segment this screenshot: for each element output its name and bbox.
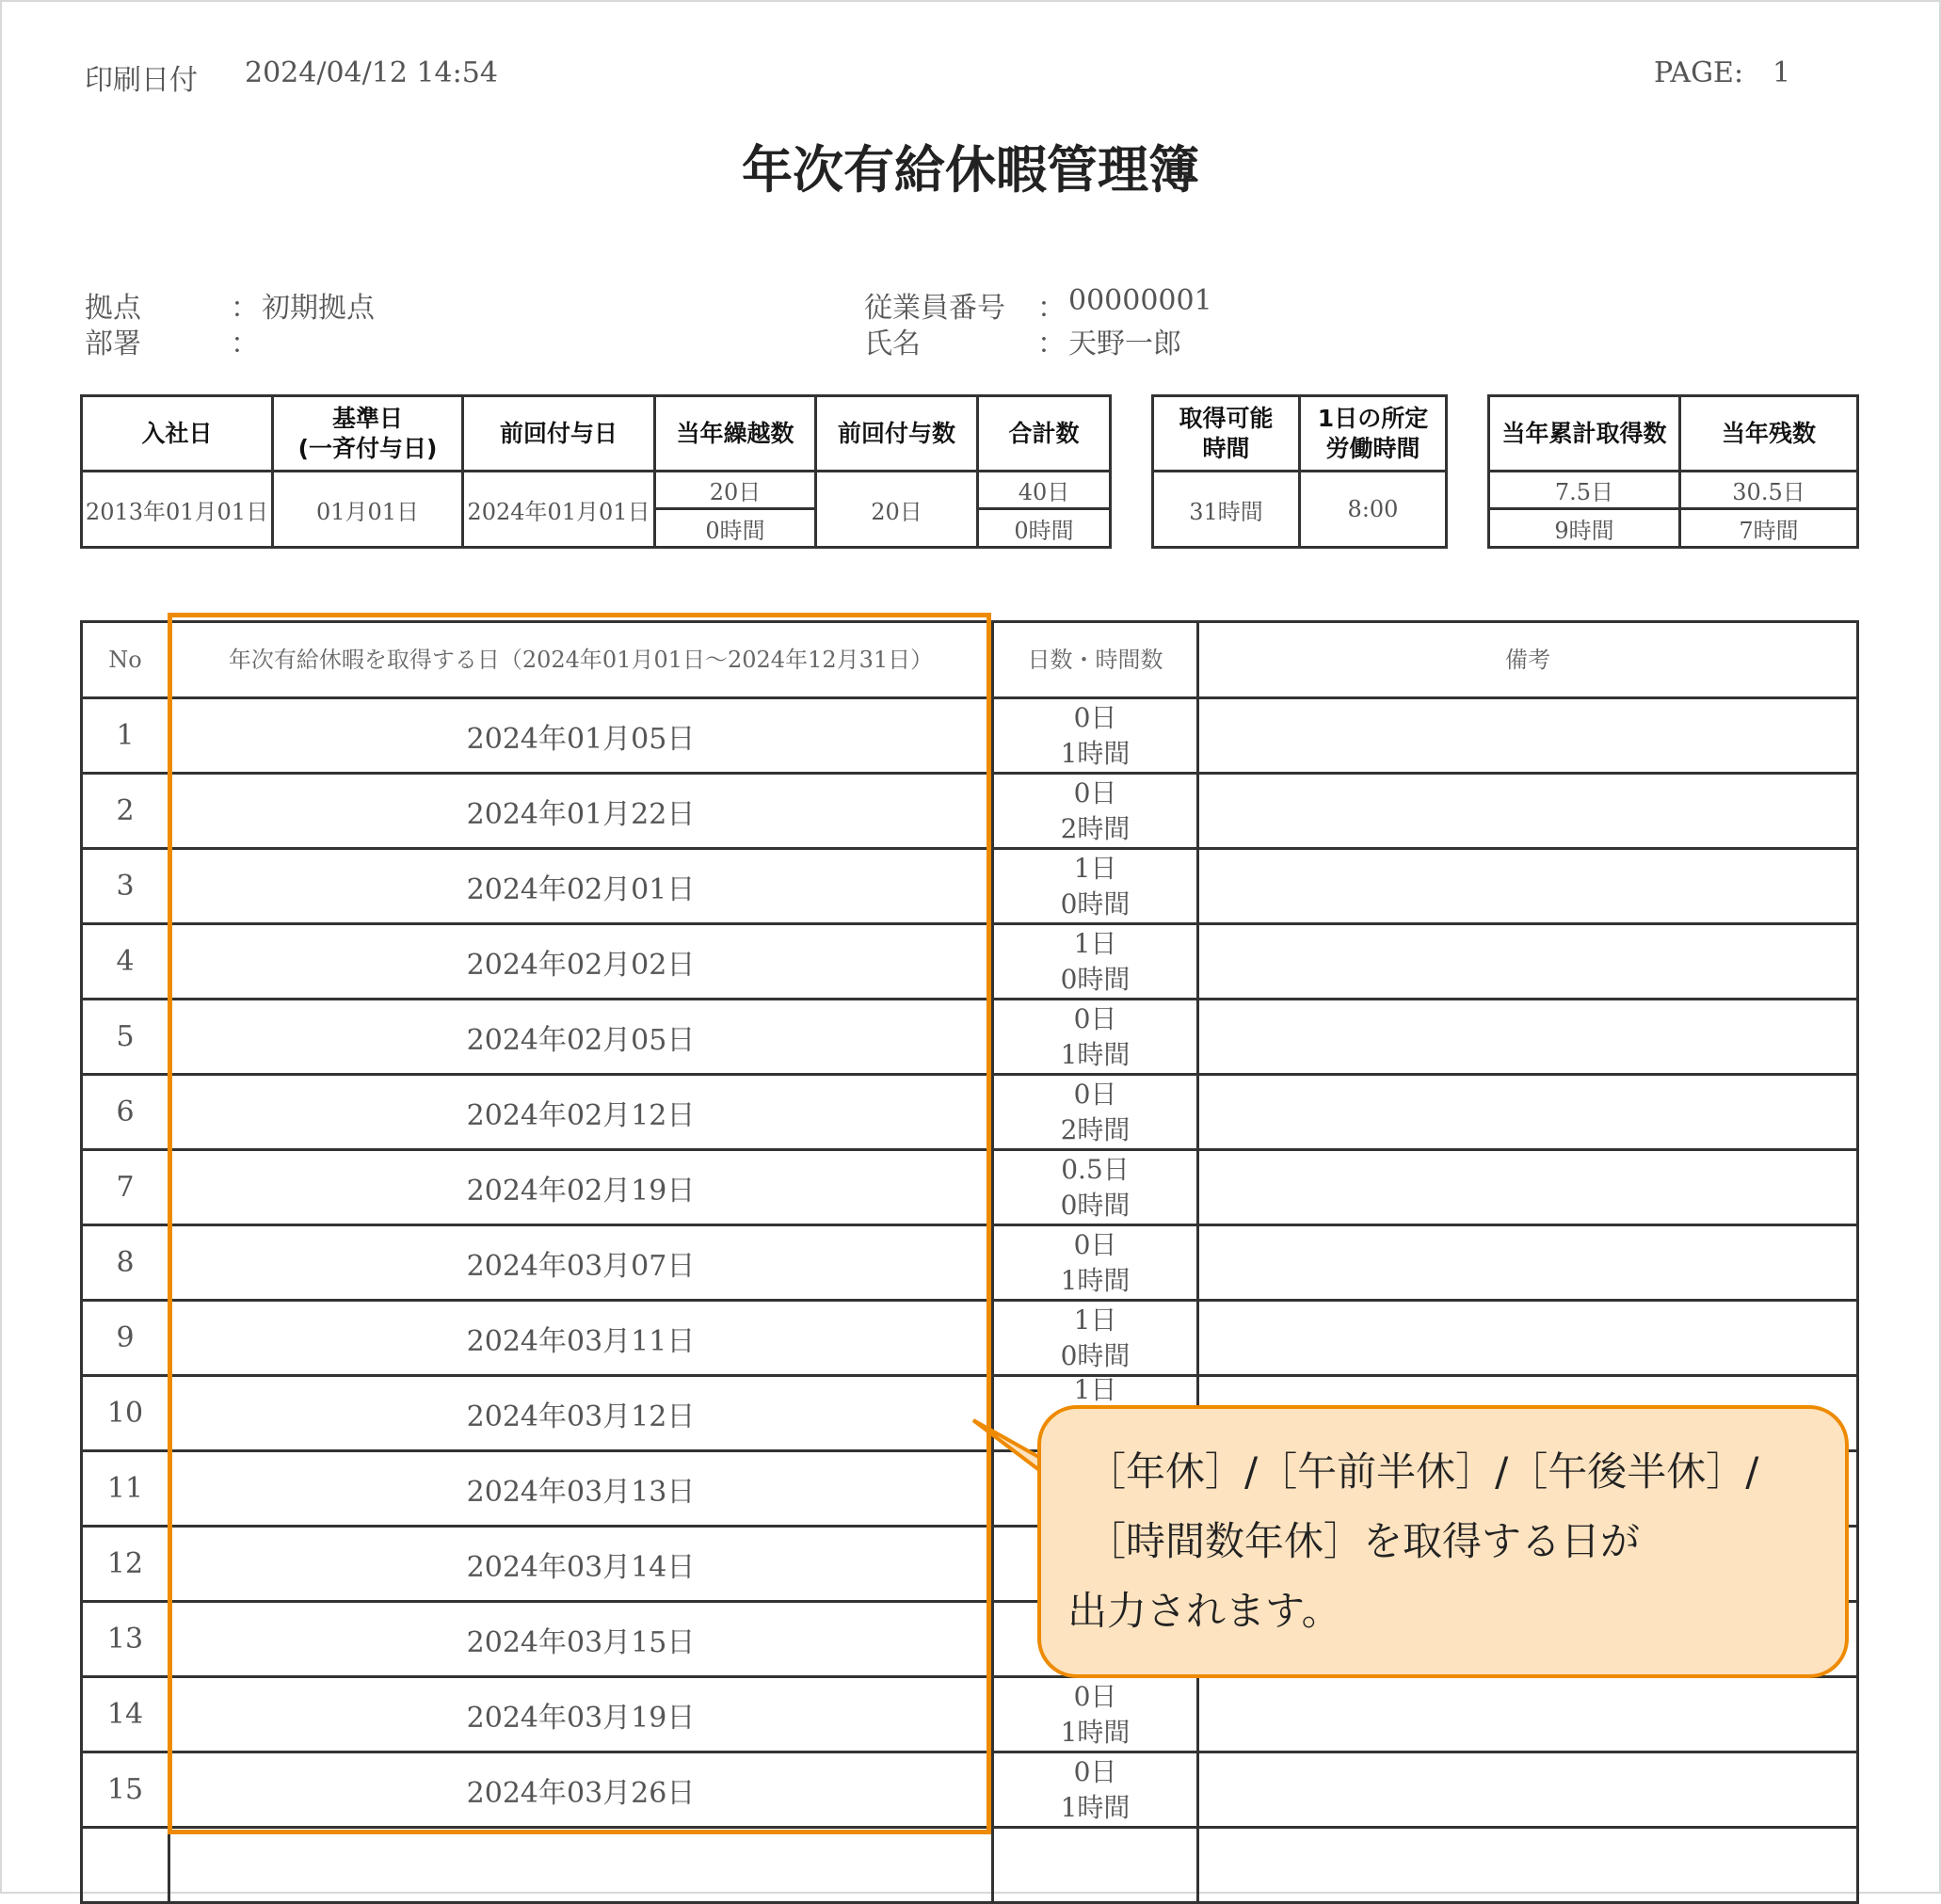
document-title: 年次有給休暇管理簿	[742, 140, 1199, 200]
header-total: 合計数	[978, 396, 1111, 472]
row-hours: 0時間	[1060, 888, 1131, 920]
row-amount	[993, 1150, 1198, 1225]
empty-cell	[82, 1828, 169, 1903]
column-no: No	[82, 622, 169, 698]
row-amount	[993, 924, 1198, 1000]
table-row	[82, 1677, 1858, 1752]
row-days: 0日	[1073, 701, 1117, 733]
header-taken: 当年累計取得数	[1489, 396, 1680, 472]
callout-line-2: ［時間数年休］を取得する日が	[1086, 1518, 1641, 1564]
table-row	[82, 1301, 1858, 1376]
row-date: 2024年03月12日	[169, 1376, 993, 1451]
carry-over-hours: 0時間	[655, 509, 816, 548]
available-hours: 31時間	[1153, 472, 1300, 548]
remaining-days: 30.5日	[1680, 472, 1858, 509]
row-amount	[993, 1075, 1198, 1150]
column-date: 年次有給休暇を取得する日（2024年01月01日～2024年12月31日）	[169, 622, 993, 698]
row-hours: 0時間	[1060, 1189, 1131, 1221]
row-no: 5	[82, 1000, 169, 1075]
row-no: 3	[82, 849, 169, 924]
row-note	[1198, 1075, 1858, 1150]
header-last-grant-count: 前回付与数	[816, 396, 978, 472]
header-remaining: 当年残数	[1680, 396, 1858, 472]
row-note	[1198, 924, 1858, 1000]
join-date: 2013年01月01日	[82, 472, 273, 548]
row-amount	[993, 1301, 1198, 1376]
total-days: 40日	[978, 472, 1111, 509]
employee-number-sep: ：	[1037, 292, 1066, 325]
row-no: 15	[82, 1752, 169, 1828]
header-available-hours: 取得可能 時間	[1153, 396, 1300, 472]
row-note	[1198, 1301, 1858, 1376]
row-hours: 1時間	[1060, 1791, 1131, 1823]
table-row-empty	[82, 1828, 1858, 1903]
employee-name-value: 天野一郎	[1068, 328, 1181, 360]
table-row	[82, 924, 1858, 1000]
row-hours: 1時間	[1060, 1038, 1131, 1070]
row-date: 2024年03月07日	[169, 1225, 993, 1301]
last-grant-days: 20日	[816, 472, 978, 548]
row-days: 1日	[1073, 852, 1117, 884]
row-days: 1日	[1073, 1374, 1117, 1405]
row-days: 0日	[1073, 1002, 1117, 1034]
table-row	[82, 698, 1858, 774]
table-row	[82, 1075, 1858, 1150]
row-note	[1198, 1752, 1858, 1828]
empty-cell	[169, 1828, 993, 1903]
row-date: 2024年01月05日	[169, 698, 993, 774]
row-no: 14	[82, 1677, 169, 1752]
row-date: 2024年02月05日	[169, 1000, 993, 1075]
header-daily-hours: 1日の所定 労働時間	[1300, 396, 1447, 472]
row-note	[1198, 849, 1858, 924]
row-date: 2024年02月02日	[169, 924, 993, 1000]
row-days: 0.5日	[1061, 1153, 1130, 1185]
callout-note	[1037, 1405, 1849, 1678]
row-amount	[993, 1225, 1198, 1301]
row-days: 0日	[1073, 1680, 1117, 1712]
row-no: 10	[82, 1376, 169, 1451]
table-row	[82, 849, 1858, 924]
leave-table-body	[82, 698, 1858, 1903]
total-hours: 0時間	[978, 509, 1111, 548]
table-row	[82, 1150, 1858, 1225]
row-no: 2	[82, 774, 169, 849]
table-row	[82, 1752, 1858, 1828]
empty-cell	[993, 1828, 1198, 1903]
row-note	[1198, 774, 1858, 849]
table-row	[82, 1225, 1858, 1301]
row-date: 2024年03月13日	[169, 1451, 993, 1527]
dept-sep: ：	[231, 328, 259, 360]
employee-number-value: 00000001	[1068, 284, 1212, 317]
base-value: 初期拠点	[262, 292, 375, 325]
header-carry-over: 当年繰越数	[655, 396, 816, 472]
print-date: 2024/04/12 14:54	[245, 56, 498, 89]
row-date: 2024年03月19日	[169, 1677, 993, 1752]
row-no: 12	[82, 1527, 169, 1602]
empty-cell	[1198, 1828, 1858, 1903]
summary-table-hours	[1151, 394, 1448, 549]
row-days: 1日	[1073, 1304, 1117, 1336]
row-hours: 1時間	[1060, 1716, 1131, 1748]
row-no: 9	[82, 1301, 169, 1376]
column-note: 備考	[1198, 622, 1858, 698]
callout-line-3: 出力されます。	[1067, 1588, 1341, 1634]
summary-table-grant	[80, 394, 1112, 549]
row-hours: 0時間	[1060, 1339, 1131, 1371]
row-amount	[993, 849, 1198, 924]
row-hours: 1時間	[1060, 737, 1131, 769]
page-label: PAGE:	[1654, 56, 1744, 89]
row-date: 2024年03月26日	[169, 1752, 993, 1828]
row-amount	[993, 1000, 1198, 1075]
row-amount	[993, 1752, 1198, 1828]
last-grant-date: 2024年01月01日	[463, 472, 655, 548]
row-no: 11	[82, 1451, 169, 1527]
dept-label: 部署	[85, 328, 141, 360]
row-date: 2024年02月01日	[169, 849, 993, 924]
row-no: 4	[82, 924, 169, 1000]
base-sep: ：	[231, 292, 259, 325]
row-date: 2024年03月11日	[169, 1301, 993, 1376]
row-no: 1	[82, 698, 169, 774]
row-days: 1日	[1073, 927, 1117, 959]
callout-line-1: ［年休］/［午前半休］/［午後半休］/	[1086, 1448, 1759, 1495]
row-hours: 1時間	[1060, 1264, 1131, 1296]
row-no: 6	[82, 1075, 169, 1150]
leave-table	[80, 620, 1859, 1904]
employee-name-label: 氏名	[864, 328, 921, 360]
base-label: 拠点	[85, 292, 141, 325]
taken-days: 7.5日	[1489, 472, 1680, 509]
row-days: 0日	[1073, 1228, 1117, 1260]
table-row	[82, 1000, 1858, 1075]
row-amount	[993, 1677, 1198, 1752]
table-row	[82, 774, 1858, 849]
row-amount	[993, 698, 1198, 774]
base-date: 01月01日	[273, 472, 463, 548]
row-note	[1198, 698, 1858, 774]
row-days: 0日	[1073, 1755, 1117, 1787]
taken-hours: 9時間	[1489, 509, 1680, 548]
row-date: 2024年01月22日	[169, 774, 993, 849]
row-amount	[993, 774, 1198, 849]
row-note	[1198, 1150, 1858, 1225]
row-days: 0日	[1073, 1078, 1117, 1110]
remaining-hours: 7時間	[1680, 509, 1858, 548]
column-amount: 日数・時間数	[993, 622, 1198, 698]
employee-number-label: 従業員番号	[864, 292, 1005, 325]
row-note	[1198, 1225, 1858, 1301]
row-days: 0日	[1073, 776, 1117, 808]
page-number: 1	[1773, 56, 1791, 89]
row-date: 2024年02月19日	[169, 1150, 993, 1225]
header-last-grant-date: 前回付与日	[463, 396, 655, 472]
row-no: 13	[82, 1602, 169, 1677]
row-no: 7	[82, 1150, 169, 1225]
row-note	[1198, 1677, 1858, 1752]
daily-hours: 8:00	[1300, 472, 1447, 548]
header-join-date: 入社日	[82, 396, 273, 472]
row-date: 2024年02月12日	[169, 1075, 993, 1150]
header-base-date: 基準日 (一斉付与日)	[273, 396, 463, 472]
employee-name-sep: ：	[1037, 328, 1066, 360]
carry-over-days: 20日	[655, 472, 816, 509]
row-hours: 2時間	[1060, 812, 1131, 844]
row-no: 8	[82, 1225, 169, 1301]
row-hours: 2時間	[1060, 1113, 1131, 1145]
row-date: 2024年03月14日	[169, 1527, 993, 1602]
row-date: 2024年03月15日	[169, 1602, 993, 1677]
row-note	[1198, 1000, 1858, 1075]
row-hours: 0時間	[1060, 963, 1131, 995]
print-date-label: 印刷日付	[85, 64, 198, 97]
summary-table-balance	[1487, 394, 1859, 549]
